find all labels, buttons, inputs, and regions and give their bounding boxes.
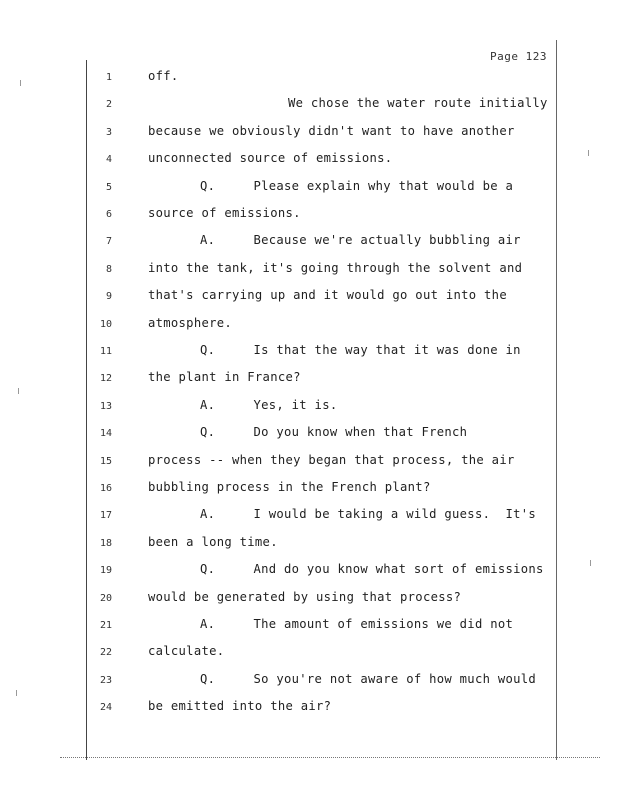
line-number: 2: [105, 99, 112, 111]
line-text: source of emissions.: [148, 206, 301, 220]
line-text: off.: [148, 69, 179, 83]
scan-speck: [20, 80, 21, 86]
line-number: 11: [99, 346, 112, 357]
scan-speck: [18, 388, 19, 394]
transcript-line: [0, 425, 618, 445]
line-number: 14: [99, 428, 112, 440]
line-text: that's carrying up and it would go out into the: [148, 288, 507, 303]
line-text: Q. Do you know when that French: [200, 425, 468, 440]
line-number: 23: [99, 674, 112, 686]
scan-speck: [588, 150, 589, 156]
line-number: 10: [99, 318, 112, 330]
line-text: atmosphere.: [148, 315, 233, 330]
line-text: A. Because we're actually bubbling air: [200, 233, 521, 248]
line-text: been a long time.: [148, 534, 278, 549]
line-number: 13: [99, 400, 112, 412]
transcript-line: [0, 288, 618, 308]
transcript-line: [0, 69, 618, 89]
line-number: 4: [105, 154, 112, 166]
transcript-line: [0, 233, 618, 253]
transcript-line: [0, 151, 618, 171]
line-number: 6: [105, 209, 112, 220]
line-text: calculate.: [148, 644, 225, 659]
line-text: Q. And do you know what sort of emissions: [200, 562, 544, 577]
transcript-line: [0, 672, 618, 692]
line-text: the plant in France?: [148, 370, 301, 385]
line-number: 20: [99, 592, 112, 604]
transcript-line: [0, 96, 618, 116]
scan-speck: [590, 560, 591, 566]
line-text: into the tank, it's going through the solvent and: [148, 260, 523, 275]
line-number: 12: [99, 373, 112, 385]
transcript-line: [0, 562, 618, 582]
transcript-line: [0, 507, 618, 527]
transcript-line: [0, 206, 618, 226]
transcript-line: [0, 535, 618, 555]
line-text: would be generated by using that process?: [148, 589, 462, 604]
line-number: 24: [99, 702, 112, 714]
line-text: unconnected source of emissions.: [148, 151, 393, 166]
line-text: process -- when they began that process, the air: [148, 452, 515, 467]
transcript-line: [0, 370, 618, 390]
line-number: 8: [105, 263, 112, 275]
line-text: Q. Is that the way that it was done in: [200, 343, 521, 357]
line-text: A. I would be taking a wild guess. It's: [200, 507, 537, 522]
line-number: 9: [105, 291, 112, 303]
transcript-line: [0, 699, 618, 719]
transcript-line: [0, 617, 618, 637]
line-number: 7: [105, 236, 112, 248]
line-number: 5: [105, 181, 112, 193]
transcript-line: [0, 261, 618, 281]
transcript-line: [0, 480, 618, 500]
transcript-line: [0, 343, 618, 363]
line-text: A. The amount of emissions we did not: [200, 617, 514, 631]
line-number: 18: [99, 537, 112, 549]
line-number: 16: [99, 483, 112, 494]
page-number: Page 123: [490, 50, 547, 63]
line-text: be emitted into the air?: [148, 699, 332, 714]
transcript-line: [0, 398, 618, 418]
transcript-line: [0, 453, 618, 473]
line-number: 22: [99, 647, 112, 659]
line-text: because we obviously didn't want to have another: [148, 123, 515, 138]
line-number: 3: [105, 126, 112, 138]
transcript-line: [0, 179, 618, 199]
line-number: 21: [99, 620, 112, 631]
line-number: 1: [105, 72, 112, 83]
transcript-line: [0, 590, 618, 610]
line-text: A. Yes, it is.: [200, 397, 338, 412]
line-number: 15: [99, 455, 112, 467]
line-number: 17: [99, 510, 112, 522]
bottom-scan-artifact: [60, 757, 600, 760]
transcript-line: [0, 124, 618, 144]
scan-speck: [16, 690, 17, 696]
line-number: 19: [99, 565, 112, 577]
transcript-line: [0, 644, 618, 664]
line-text: Q. So you're not aware of how much would: [200, 671, 537, 686]
transcript-line: [0, 316, 618, 336]
line-text: We chose the water route initially: [288, 96, 548, 111]
line-text: Q. Please explain why that would be a: [200, 178, 514, 193]
line-text: bubbling process in the French plant?: [148, 480, 431, 494]
